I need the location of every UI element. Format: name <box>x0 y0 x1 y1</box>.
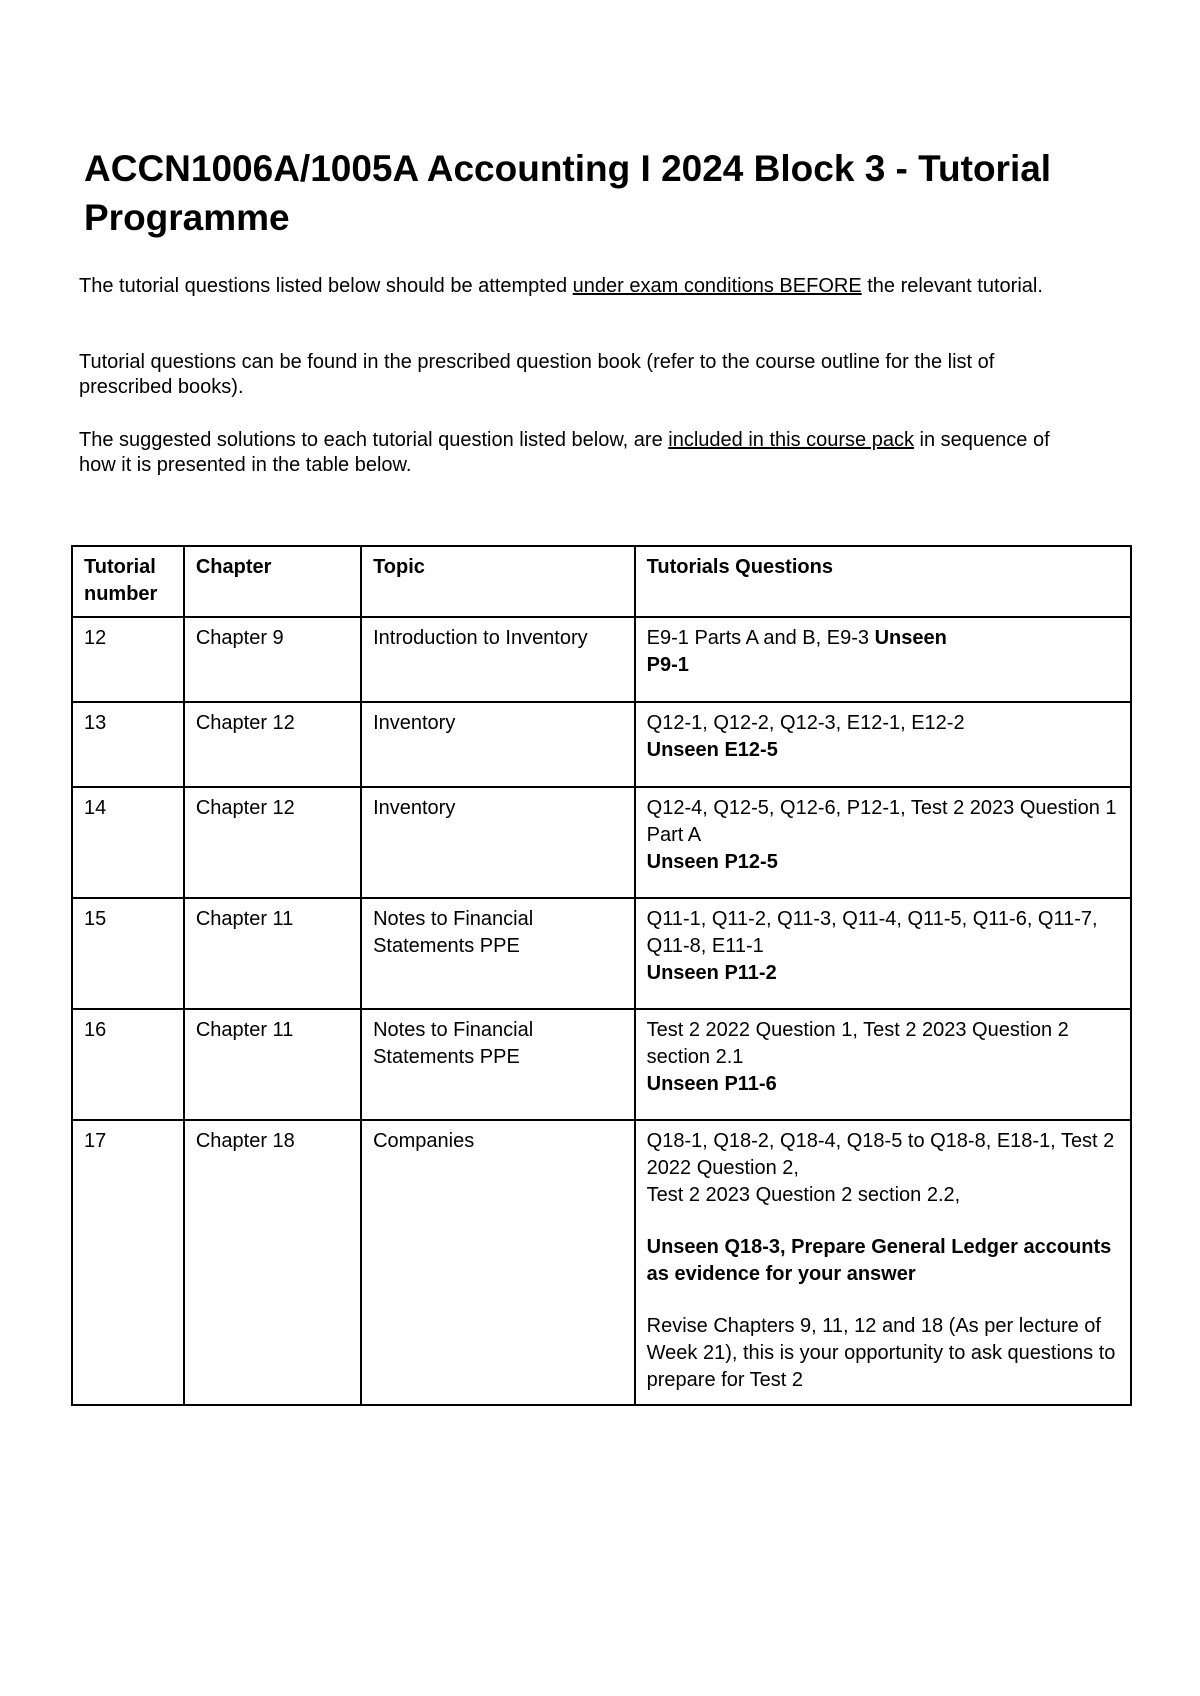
intro-3-text: The suggested solutions to each tutorial question listed below, are <box>79 429 669 451</box>
cell-questions <box>635 617 1131 702</box>
header-chapter: Chapter <box>184 546 361 617</box>
cell-questions <box>635 1120 1131 1405</box>
questions-unseen: Unseen P11-6 <box>646 1073 777 1095</box>
cell-chapter: Chapter 12 <box>184 702 361 787</box>
questions-text: Q11-1, Q11-2, Q11-3, Q11-4, Q11-5, Q11-6, Q11-7, Q11-8, E11-1 <box>646 908 1098 957</box>
questions-text-line-2: Test 2 2023 Question 2 section 2.2, <box>646 1184 961 1206</box>
cell-questions <box>635 1009 1131 1120</box>
cell-chapter: Chapter 12 <box>184 787 361 898</box>
header-questions: Tutorials Questions <box>635 546 1131 617</box>
cell-questions <box>635 898 1131 1009</box>
cell-number: 17 <box>72 1120 184 1405</box>
intro-paragraph-2: Tutorial questions can be found in the prescribed question book (refer to the course outline for the list of prescribed books). <box>79 351 995 398</box>
cell-number: 15 <box>72 898 184 1009</box>
table-row <box>72 898 1131 1009</box>
intro-1-text: The tutorial questions listed below should be attempted <box>79 275 573 297</box>
cell-topic: Companies <box>361 1120 635 1405</box>
spacer <box>647 1288 1119 1313</box>
intro-3-text-end: in sequence of how it is presented in the table below. <box>79 429 1050 476</box>
questions-text-line-1: Q18-1, Q18-2, Q18-4, Q18-5 to Q18-8, E18-1, Test 2 2022 Question 2, <box>646 1130 1115 1179</box>
questions-unseen: P9-1 <box>646 654 689 676</box>
intro-1-text-end: the relevant tutorial. <box>861 275 1043 297</box>
questions-text: Test 2 2022 Question 1, Test 2 2023 Question 2 section 2.1 <box>646 1019 1069 1068</box>
intro-1-underlined: under exam conditions BEFORE <box>572 275 862 297</box>
cell-number: 14 <box>72 787 184 898</box>
questions-unseen: Unseen P12-5 <box>646 851 778 873</box>
cell-topic: Notes to Financial Statements PPE <box>361 898 635 1009</box>
cell-number: 16 <box>72 1009 184 1120</box>
questions-text: Q12-1, Q12-2, Q12-3, E12-1, E12-2 <box>646 712 965 734</box>
questions-text: E9-1 Parts A and B, E9-3 <box>646 627 875 649</box>
intro-3-underlined: included in this course pack <box>668 429 914 451</box>
questions-unseen: Unseen Q18-3, Prepare General Ledger accounts as evidence for your answer <box>646 1236 1112 1285</box>
header-topic: Topic <box>361 546 635 617</box>
questions-unseen: Unseen P11-2 <box>646 962 777 984</box>
intro-paragraph-1 <box>79 274 1079 299</box>
tutorial-table <box>71 545 1132 1406</box>
cell-topic: Introduction to Inventory <box>361 617 635 702</box>
questions-line <box>647 625 1119 652</box>
table-row <box>72 617 1131 702</box>
cell-chapter: Chapter 11 <box>184 898 361 1009</box>
intro-paragraph-3 <box>79 428 1079 478</box>
table-row <box>72 1009 1131 1120</box>
header-tutorial-number: Tutorial number <box>72 546 184 617</box>
table-row <box>72 787 1131 898</box>
table-row <box>72 702 1131 787</box>
questions-unseen: Unseen E12-5 <box>646 739 778 761</box>
table-header-row <box>72 546 1131 617</box>
cell-topic: Inventory <box>361 702 635 787</box>
cell-chapter: Chapter 11 <box>184 1009 361 1120</box>
questions-note: Revise Chapters 9, 11, 12 and 18 (As per lecture of Week 21), this is your opportunity to ask questions to prepare for Test 2 <box>646 1315 1116 1391</box>
cell-topic: Notes to Financial Statements PPE <box>361 1009 635 1120</box>
cell-number: 12 <box>72 617 184 702</box>
cell-chapter: Chapter 18 <box>184 1120 361 1405</box>
page-title: ACCN1006A/1005A Accounting I 2024 Block 3 - Tutorial Programme <box>84 148 1052 238</box>
cell-chapter: Chapter 9 <box>184 617 361 702</box>
cell-number: 13 <box>72 702 184 787</box>
cell-questions <box>635 702 1131 787</box>
questions-unseen-label: Unseen <box>874 627 947 649</box>
cell-questions <box>635 787 1131 898</box>
table-row <box>72 1120 1131 1405</box>
questions-text: Q12-4, Q12-5, Q12-6, P12-1, Test 2 2023 Question 1 Part A <box>646 797 1117 846</box>
cell-topic: Inventory <box>361 787 635 898</box>
spacer <box>647 1209 1119 1234</box>
